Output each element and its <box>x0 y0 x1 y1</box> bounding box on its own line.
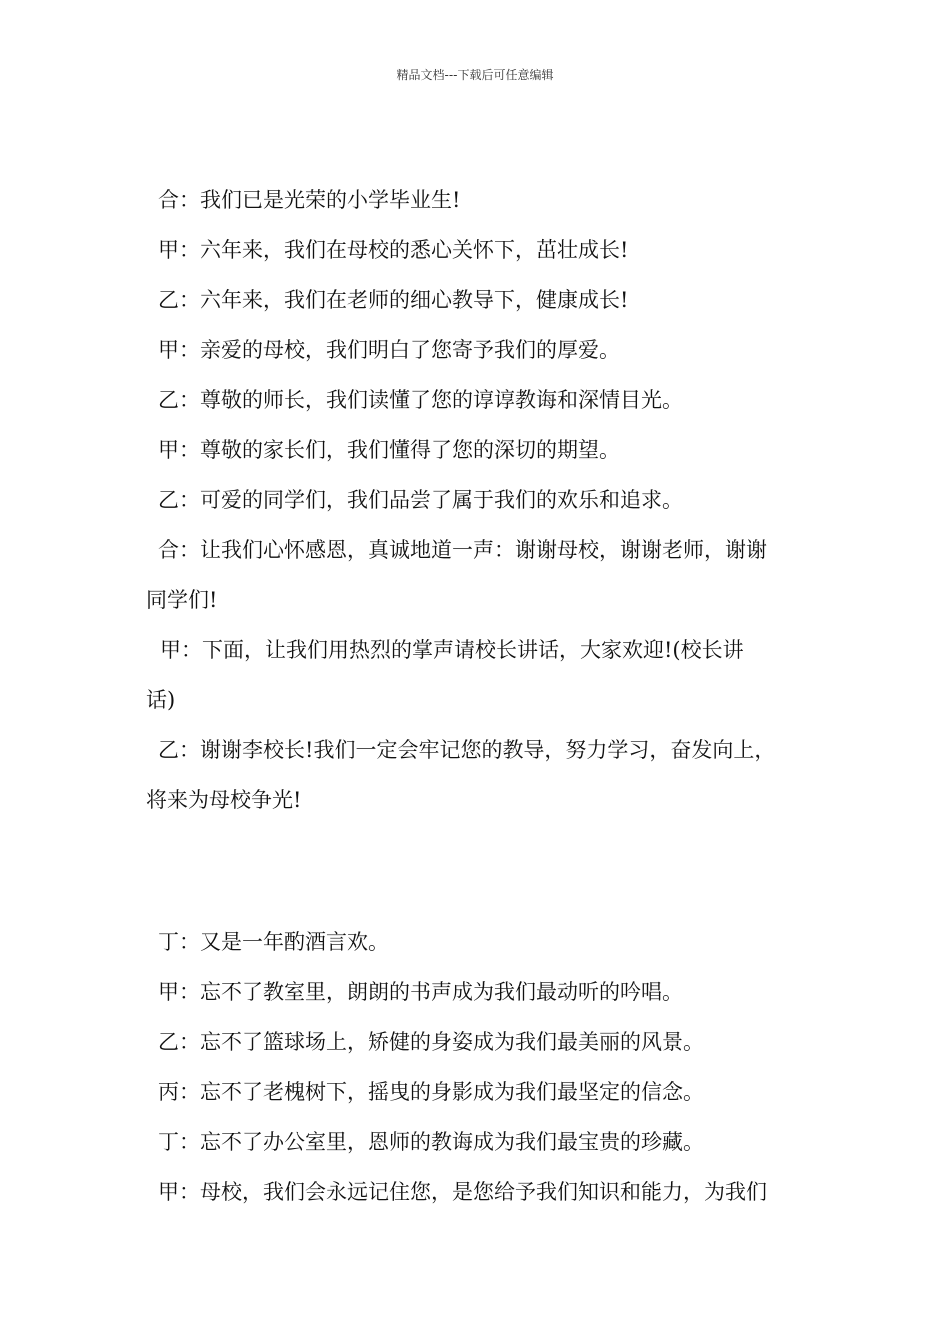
dialogue-line: 乙：六年来，我们在老师的细心教导下，健康成长! <box>158 288 629 312</box>
dialogue-block-1 <box>146 175 826 825</box>
dialogue-line: 乙：谢谢李校长!我们一定会牢记您的教导，努力学习，奋发向上， <box>158 738 776 762</box>
dialogue-line: 合：让我们心怀感恩，真诚地道一声：谢谢母校，谢谢老师，谢谢 <box>158 538 767 562</box>
dialogue-line-continuation: 将来为母校争光! <box>146 788 302 812</box>
dialogue-line: 甲：六年来，我们在母校的悉心关怀下，茁壮成长! <box>158 238 629 262</box>
dialogue-line: 丁：忘不了办公室里，恩师的教诲成为我们最宝贵的珍藏。 <box>158 1130 704 1154</box>
dialogue-line-continuation: 同学们! <box>146 588 218 612</box>
dialogue-block-2 <box>146 917 826 1217</box>
page-header: 精品文档---下载后可任意编辑 <box>396 68 554 82</box>
dialogue-line: 甲：下面，让我们用热烈的掌声请校长讲话，大家欢迎!(校长讲 <box>160 638 744 662</box>
dialogue-line: 乙：尊敬的师长，我们读懂了您的谆谆教诲和深情目光。 <box>158 388 683 412</box>
dialogue-line: 丙：忘不了老槐树下，摇曳的身影成为我们最坚定的信念。 <box>158 1080 704 1104</box>
dialogue-line: 甲：母校，我们会永远记住您，是您给予我们知识和能力，为我们 <box>158 1180 767 1204</box>
dialogue-line: 甲：亲爱的母校，我们明白了您寄予我们的厚爱。 <box>158 338 620 362</box>
dialogue-line: 乙：忘不了篮球场上，矫健的身姿成为我们最美丽的风景。 <box>158 1030 704 1054</box>
dialogue-line-continuation: 话) <box>146 688 176 712</box>
dialogue-line: 甲：尊敬的家长们，我们懂得了您的深切的期望。 <box>158 438 620 462</box>
dialogue-line: 乙：可爱的同学们，我们品尝了属于我们的欢乐和追求。 <box>158 488 683 512</box>
dialogue-line: 合：我们已是光荣的小学毕业生! <box>158 188 461 212</box>
dialogue-line: 丁：又是一年酌酒言欢。 <box>158 930 389 954</box>
dialogue-line: 甲：忘不了教室里，朗朗的书声成为我们最动听的吟唱。 <box>158 980 683 1004</box>
